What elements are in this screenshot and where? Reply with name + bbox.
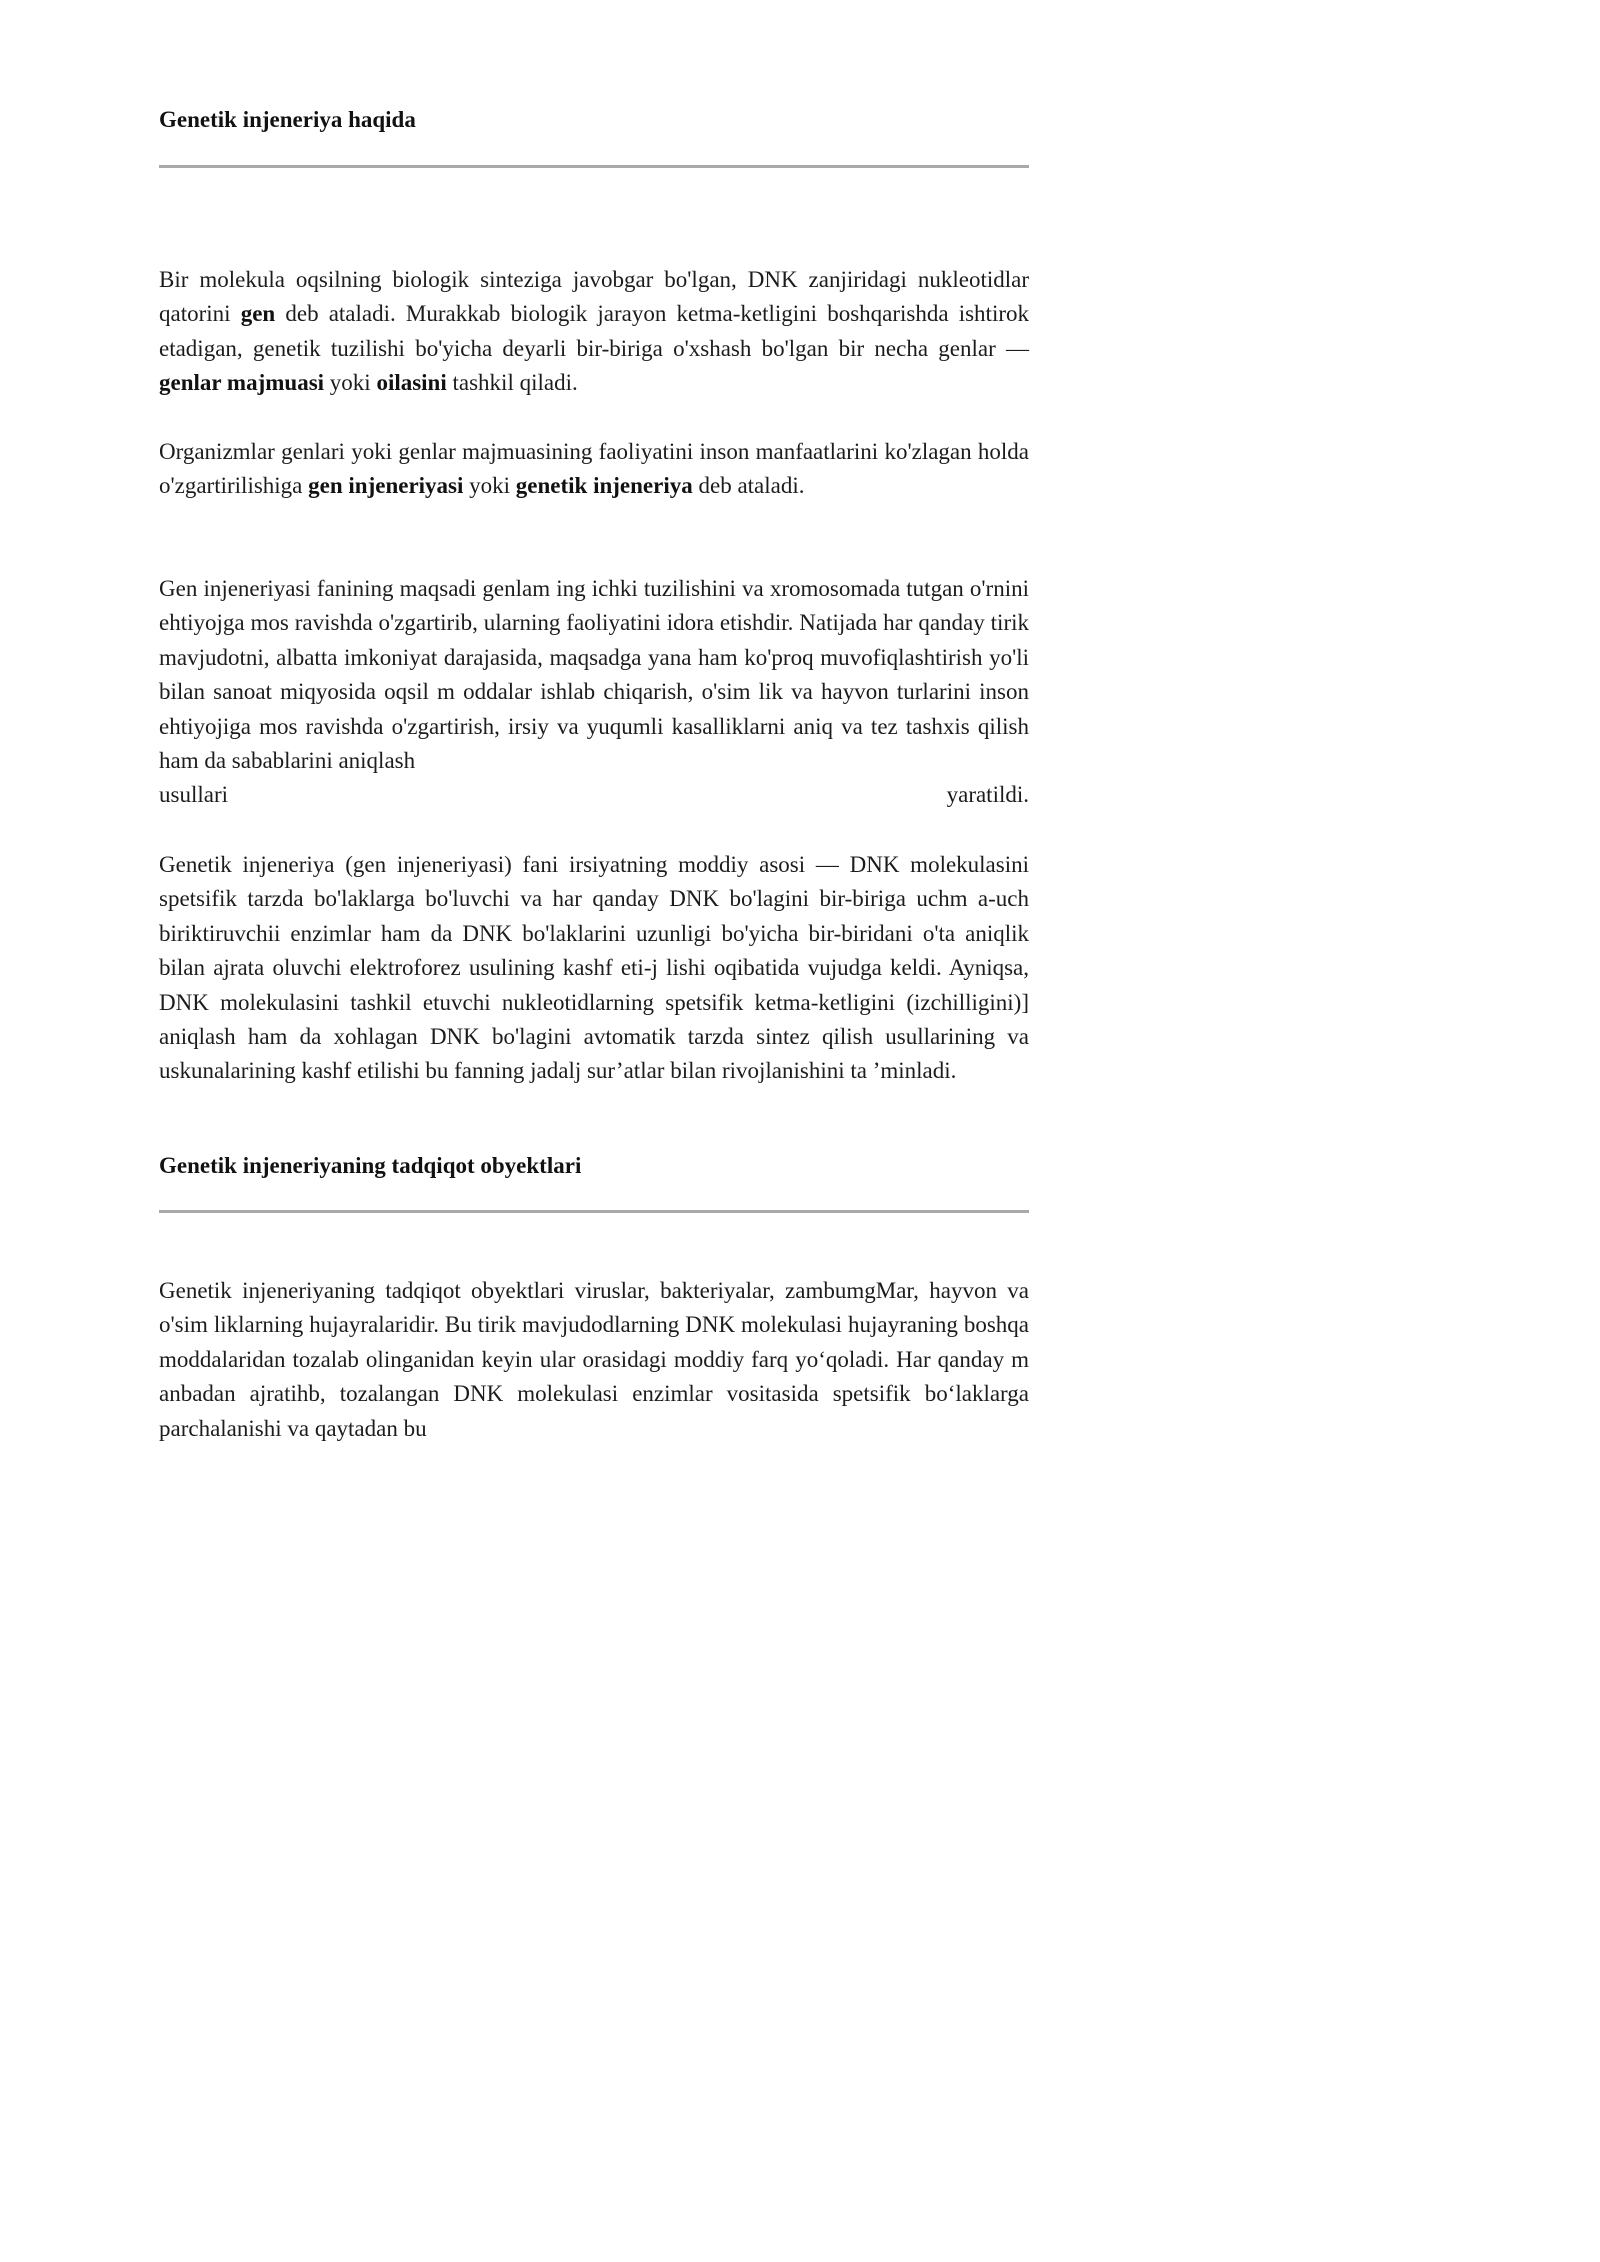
paragraph-text: tashkil qiladi. — [446, 370, 578, 396]
paragraph-text: Bir molekula oqsilning biologik sinteziga javobgar bo'lgan, DNK zanjiridagi nukleotidlar qatorini — [159, 267, 1029, 327]
paragraph-genetik-injeneriya-history: Genetik injeneriya (gen injeneriyasi) fani irsiyatning moddiy asosi — DNK molekulasini spetsifik tarzda bo'laklarga bo'luvchi va har qanday DNK bo'lagini bir-biriga uchm a-uch biriktiruvchii enzimlar ham da DNK bo'laklarini uzunligi bo'yicha bir-biridani o'ta aniqlik bilan ajrata oluvchi elektroforez usulining kashf eti-j lishi oqibatida vujudga keldi. Ayniqsa, DNK molekulasini tashkil etuvchi nukleotidlarning spetsifik ketma-ketligini (izchilligini)] aniqlash ham da xohlagan DNK bo'lagini avtomatik tarzda sintez qilish usullarining va uskunalarining kashf etilishi bu fanning jadalj sur’atlar bilan rivojlanishini ta ’minladi. — [159, 852, 1029, 1084]
paragraph-gen-injeneriyasi-maqsadi — [159, 572, 1029, 813]
paragraph-text: Organizmlar genlari yoki genlar majmuasining faoliyatini inson manfaatlarini ko'zlagan holda o'zgartirilishiga — [159, 439, 1029, 499]
paragraph-text: deb ataladi. Murakkab biologik jarayon ketma-ketligini boshqarishda ishtirok etadigan, genetik tuzilishi bo'yicha deyarli bir-biriga o'xshash bo'lgan bir necha genlar — — [159, 301, 1029, 361]
last-line-right-word: yaratildi. — [946, 782, 1029, 808]
paragraph-gen-definition — [159, 263, 1029, 401]
section-divider — [159, 165, 1029, 168]
last-line-left-word: usullari — [159, 782, 228, 808]
bold-term-genlar-majmuasi: genlar majmuasi — [159, 370, 325, 396]
paragraph-tadqiqot-obyektlari: Genetik injeneriyaning tadqiqot obyektlari viruslar, bakteriyalar, zambumgMar, hayvon va o'sim liklarning hujayralaridir. Bu tirik mavjudodlarning DNK molekulasi hujayraning boshqa moddalaridan tozalab olinganidan keyin ular orasidagi moddiy farq yo‘qoladi. Har qanday m anbadan ajratihb, tozalangan DNK molekulasi enzimlar vositasida spetsifik bo‘laklarga parchalanishi va qaytadan bu — [159, 1278, 1029, 1441]
bold-term-gen-injeneriyasi: gen injeneriyasi — [308, 473, 464, 499]
paragraph-last-line — [159, 778, 1029, 812]
paragraph-text: Gen injeneriyasi fanining maqsadi genlam ing ichki tuzilishini va xromosomada tutgan o'rnini ehtiyojga mos ravishda o'zgartirib, ularning faoliyatini idora etishdir. Natijada har qanday tirik mavjudotni, albatta imkoniyat darajasida, maqsadga yana ham ko'proq muvofiqlashtirish yo'li bilan sanoat miqyosida oqsil m oddalar ishlab chiqarish, o'sim lik va hayvon turlarini inson ehtiyojiga mos ravishda o'zgartirish, irsiy va yuqumli kasalliklarni aniq va tez tashxis qilish ham da sabablarini aniqlash — [159, 576, 1029, 774]
section-heading-genetik-injeneriya-haqida: Genetik injeneriya haqida — [159, 107, 416, 132]
bold-term-oilasini: oilasini — [376, 370, 447, 396]
bold-term-gen: gen — [240, 301, 276, 327]
bold-term-genetik-injeneriya: genetik injeneriya — [515, 473, 693, 499]
paragraph-gen-injeneriyasi-definition — [159, 435, 1029, 504]
paragraph-text: deb ataladi. — [692, 473, 805, 499]
section-heading-tadqiqot-obyektlari: Genetik injeneriyaning tadqiqot obyektlari — [159, 1153, 582, 1178]
section-divider — [159, 1210, 1029, 1213]
paragraph-text: yoki — [324, 370, 377, 396]
paragraph-text: yoki — [463, 473, 516, 499]
